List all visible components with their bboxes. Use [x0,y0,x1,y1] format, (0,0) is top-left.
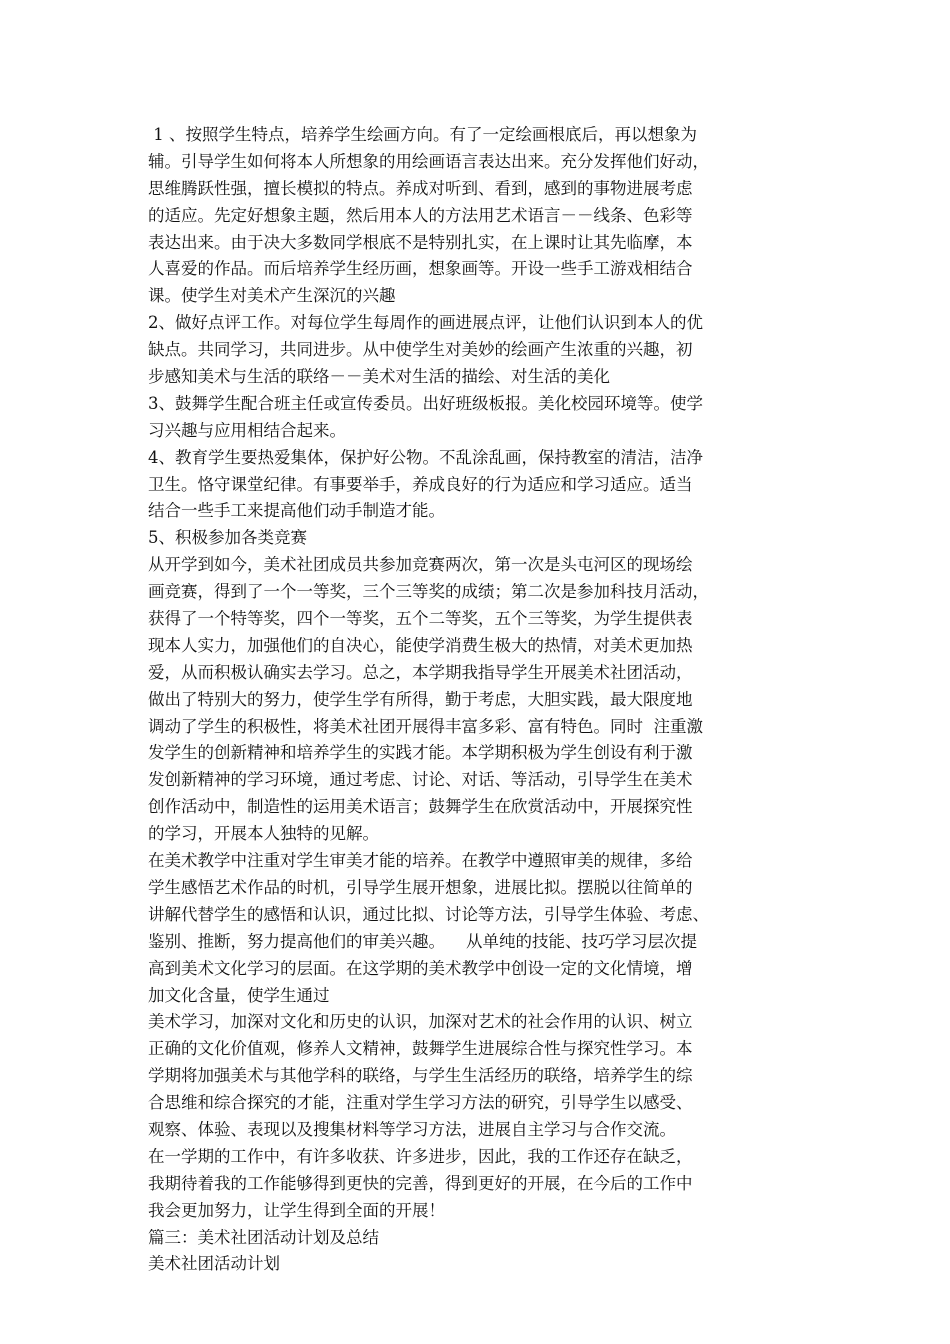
text-line: 3、鼓舞学生配合班主任或宣传委员。出好班级板报。美化校园环境等。使学 [148,393,703,413]
text-line: 2、做好点评工作。对每位学生每周作的画进展点评，让他们认识到本人的优 [148,313,703,333]
text-line: 观察、体验、表现以及搜集材料等学习方法，进展自主学习与合作交流。 [148,1119,676,1139]
text-line: 我期待着我的工作能够得到更快的完善，得到更好的开展，在今后的工作中 [148,1173,693,1193]
text-line: 高到美术文化学习的层面。在这学期的美术教学中创设一定的文化情境，增 [148,958,693,978]
text-line: 卫生。恪守课堂纪律。有事要举手，养成良好的行为适应和学习适应。适当 [148,474,693,494]
text-line: 美术学习，加深对文化和历史的认识，加深对艺术的社会作用的认识、树立 [148,1012,693,1032]
text-line: 画竞赛，得到了一个一等奖，三个三等奖的成绩；第二次是参加科技月活动， [148,582,709,602]
text-line: 我会更加努力，让学生得到全面的开展！ [148,1200,445,1220]
text-line: 学期将加强美术与其他学科的联络，与学生生活经历的联络，培养学生的综 [148,1066,693,1086]
text-line: 讲解代替学生的感悟和认识，通过比拟、讨论等方法，引导学生体验、考虑、 [148,904,709,924]
text-line: 思维腾跃性强，擅长模拟的特点。养成对听到、看到，感到的事物进展考虑 [148,178,693,198]
text-line: 调动了学生的积极性，将美术社团开展得丰富多彩、富有特色。同时 注重激 [148,716,703,736]
text-line: 5、积极参加各类竞赛 [148,528,307,548]
section-heading: 篇三：美术社团活动计划及总结 [148,1227,379,1247]
section-subheading: 美术社团活动计划 [148,1254,280,1274]
text-line: 学生感悟艺术作品的时机，引导学生展开想象，进展比拟。摆脱以往简单的 [148,877,693,897]
text-line: 获得了一个特等奖，四个一等奖，五个二等奖，五个三等奖，为学生提供表 [148,609,693,629]
text-line: 发创新精神的学习环境，通过考虑、讨论、对话、等活动，引导学生在美术 [148,770,693,790]
text-line: 加文化含量，使学生通过 [148,985,330,1005]
text-line: 习兴趣与应用相结合起来。 [148,420,346,440]
text-line: 结合一些手工来提高他们动手制造才能。 [148,501,445,521]
text-line: 鉴别、推断，努力提高他们的审美兴趣。 从单纯的技能、技巧学习层次提 [148,931,697,951]
text-line: 课。使学生对美术产生深沉的兴趣 [148,286,396,306]
text-line: 4、教育学生要热爱集体，保护好公物。不乱涂乱画，保持教室的清洁，洁净 [148,447,703,467]
text-line: 缺点。共同学习，共同进步。从中使学生对美妙的绘画产生浓重的兴趣，初 [148,340,693,360]
text-line: 的适应。先定好想象主题，然后用本人的方法用艺术语言－－线条、色彩等 [148,205,693,225]
text-line: 辅。引导学生如何将本人所想象的用绘画语言表达出来。充分发挥他们好动， [148,151,709,171]
text-line: 表达出来。由于决大多数同学根底不是特别扎实，在上课时让其先临摩，本 [148,232,693,252]
document-body [148,122,798,1278]
text-line: 做出了特别大的努力，使学生学有所得，勤于考虑，大胆实践，最大限度地 [148,689,693,709]
text-line: 1 、按照学生特点，培养学生绘画方向。有了一定绘画根底后，再以想象为 [148,125,697,144]
text-line: 现本人实力，加强他们的自决心，能使学消费生极大的热情，对美术更加热 [148,635,693,655]
text-line: 在一学期的工作中，有许多收获、许多进步，因此，我的工作还存在缺乏， [148,1146,693,1166]
text-line: 人喜爱的作品。而后培养学生经历画，想象画等。开设一些手工游戏相结合 [148,259,693,279]
text-line: 正确的文化价值观，修养人文精神，鼓舞学生进展综合性与探究性学习。本 [148,1039,693,1059]
text-line: 在美术教学中注重对学生审美才能的培养。在教学中遵照审美的规律，多给 [148,851,693,871]
text-line: 爱，从而积极认确实去学习。总之，本学期我指导学生开展美术社团活动， [148,662,693,682]
text-line: 的学习，开展本人独特的见解。 [148,824,379,844]
text-line: 创作活动中，制造性的运用美术语言；鼓舞学生在欣赏活动中，开展探究性 [148,797,693,817]
text-line: 从开学到如今，美术社团成员共参加竞赛两次，第一次是头屯河区的现场绘 [148,555,693,575]
text-line: 步感知美术与生活的联络－－美术对生活的描绘、对生活的美化 [148,367,610,387]
text-line: 合思维和综合探究的才能，注重对学生学习方法的研究，引导学生以感受、 [148,1093,693,1113]
text-line: 发学生的创新精神和培养学生的实践才能。本学期积极为学生创设有利于激 [148,743,693,763]
